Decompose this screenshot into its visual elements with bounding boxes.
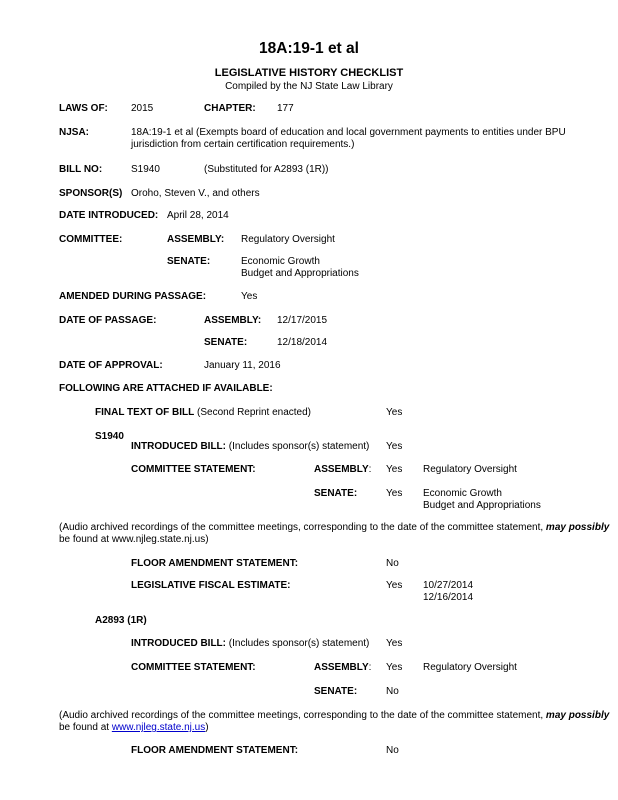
a2893-audio-note-line1 — [59, 710, 609, 722]
a2893-assembly-label: ASSEMBLY — [314, 662, 369, 673]
a2893-floor-value: No — [386, 745, 399, 756]
date-introduced-value: April 28, 2014 — [167, 210, 229, 221]
s1940-assembly-colon: : — [368, 464, 372, 475]
s1940-committee-statement-label: COMMITTEE STATEMENT: — [131, 464, 256, 475]
s1940-senate-committee-2: Budget and Appropriations — [423, 500, 541, 511]
passage-assembly-value: 12/17/2015 — [277, 315, 328, 326]
s1940-floor-label: FLOOR AMENDMENT STATEMENT: — [131, 558, 299, 569]
bill-no-note: (Substituted for A2893 (1R)) — [204, 164, 329, 175]
bill-no-value: S1940 — [131, 164, 160, 175]
document-title: 18A:19-1 et al — [259, 40, 359, 57]
a2893-audio-prefix: be found at — [59, 722, 112, 733]
s1940-assembly-value: Yes — [386, 464, 403, 475]
s1940-introduced-value: Yes — [386, 441, 403, 452]
a2893-audio-text: (Audio archived recordings of the committee meetings, corresponding to the date of the committee statement, — [59, 710, 546, 721]
s1940-introduced-row — [131, 441, 369, 453]
a2893-committee-statement-label: COMMITTEE STATEMENT: — [131, 662, 256, 673]
s1940-heading: S1940 — [95, 431, 124, 442]
final-text-note: (Second Reprint enacted) — [194, 407, 311, 418]
a2893-floor-label: FLOOR AMENDMENT STATEMENT: — [131, 745, 299, 756]
a2893-introduced-value: Yes — [386, 638, 403, 649]
njsa-text-line1: 18A:19-1 et al (Exempts board of education and local government payments to entities under BPU — [131, 127, 566, 138]
s1940-assembly-committee: Regulatory Oversight — [423, 464, 517, 475]
s1940-assembly-label: ASSEMBLY — [314, 464, 369, 475]
laws-of-label: LAWS OF: — [59, 103, 108, 114]
committee-assembly-value: Regulatory Oversight — [241, 234, 335, 245]
committee-assembly-label: ASSEMBLY: — [167, 234, 225, 245]
passage-senate-label: SENATE: — [204, 337, 248, 348]
s1940-fiscal-date-1: 10/27/2014 — [423, 580, 474, 591]
s1940-floor-value: No — [386, 558, 399, 569]
a2893-senate-label: SENATE: — [314, 686, 358, 697]
s1940-fiscal-value: Yes — [386, 580, 403, 591]
committee-senate-value-1: Economic Growth — [241, 256, 320, 267]
a2893-heading: A2893 (1R) — [95, 615, 147, 626]
s1940-assembly-label-row — [314, 464, 371, 476]
amended-value: Yes — [241, 291, 258, 302]
chapter-value: 177 — [277, 103, 294, 114]
a2893-introduced-row — [131, 638, 369, 650]
final-text-label: FINAL TEXT OF BILL — [95, 407, 195, 418]
a2893-audio-note-line2 — [59, 722, 209, 734]
a2893-introduced-label: INTRODUCED BILL: — [131, 638, 226, 649]
passage-senate-value: 12/18/2014 — [277, 337, 328, 348]
s1940-audio-text: (Audio archived recordings of the committee meetings, corresponding to the date of the committee statement, — [59, 522, 546, 533]
date-approval-label: DATE OF APPROVAL: — [59, 360, 163, 371]
s1940-fiscal-label: LEGISLATIVE FISCAL ESTIMATE: — [131, 580, 291, 591]
compiled-by: Compiled by the NJ State Law Library — [225, 81, 393, 92]
final-text-value: Yes — [386, 407, 403, 418]
laws-of-value: 2015 — [131, 103, 154, 114]
s1940-senate-committee-1: Economic Growth — [423, 488, 502, 499]
sponsor-value: Oroho, Steven V., and others — [131, 188, 260, 199]
s1940-fiscal-date-2: 12/16/2014 — [423, 592, 474, 603]
njsa-label: NJSA: — [59, 127, 90, 138]
final-text-row — [95, 407, 311, 419]
s1940-senate-label: SENATE: — [314, 488, 358, 499]
a2893-introduced-note: (Includes sponsor(s) statement) — [226, 638, 370, 649]
s1940-audio-note-line2: be found at www.njleg.state.nj.us) — [59, 534, 209, 545]
committee-label: COMMITTEE: — [59, 234, 123, 245]
s1940-introduced-note: (Includes sponsor(s) statement) — [226, 441, 370, 452]
a2893-senate-value: No — [386, 686, 399, 697]
chapter-label: CHAPTER: — [204, 103, 256, 114]
a2893-audio-suffix: ) — [205, 722, 209, 733]
s1940-senate-value: Yes — [386, 488, 403, 499]
date-introduced-label: DATE INTRODUCED: — [59, 210, 159, 221]
a2893-assembly-colon: : — [368, 662, 372, 673]
amended-label: AMENDED DURING PASSAGE: — [59, 291, 207, 302]
s1940-audio-emphasis: may possibly — [545, 522, 610, 533]
a2893-assembly-committee: Regulatory Oversight — [423, 662, 517, 673]
committee-senate-value-2: Budget and Appropriations — [241, 268, 359, 279]
s1940-audio-note-line1 — [59, 522, 609, 534]
date-approval-value: January 11, 2016 — [204, 360, 281, 371]
njsa-text-line2: jurisdiction from certain certification requirements.) — [131, 139, 355, 150]
passage-assembly-label: ASSEMBLY: — [204, 315, 262, 326]
date-passage-label: DATE OF PASSAGE: — [59, 315, 157, 326]
s1940-introduced-label: INTRODUCED BILL: — [131, 441, 226, 452]
a2893-audio-emphasis: may possibly — [545, 710, 610, 721]
sponsor-label: SPONSOR(S) — [59, 188, 123, 199]
njleg-link[interactable]: www.njleg.state.nj.us — [111, 722, 206, 733]
committee-senate-label: SENATE: — [167, 256, 211, 267]
a2893-assembly-label-row — [314, 662, 371, 674]
attached-heading: FOLLOWING ARE ATTACHED IF AVAILABLE: — [59, 383, 273, 394]
a2893-assembly-value: Yes — [386, 662, 403, 673]
bill-no-label: BILL NO: — [59, 164, 103, 175]
document-subtitle: LEGISLATIVE HISTORY CHECKLIST — [214, 67, 404, 79]
